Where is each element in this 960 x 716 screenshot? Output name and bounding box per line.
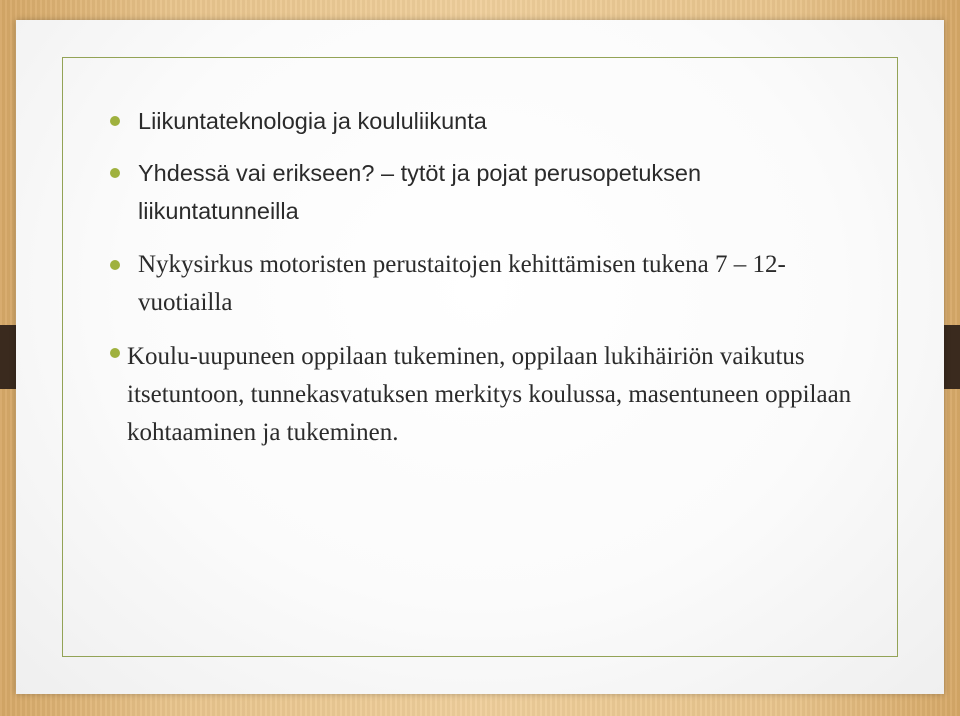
bullet-item-1: Liikuntateknologia ja koululiikunta	[138, 108, 487, 134]
bullet-dot	[110, 116, 120, 126]
slide-panel	[16, 20, 944, 694]
slide-content	[16, 20, 944, 694]
bullet-dot	[110, 348, 120, 358]
bullet-item-2: Yhdessä vai erikseen? – tytöt ja pojat perusopetuksen liikuntatunneilla	[138, 160, 702, 224]
bullet-dot	[110, 260, 120, 270]
bullet-item-4: Koulu-uupuneen oppilaan tukeminen, oppilaan lukihäiriön vaikutus itsetuntoon, tunnekasvatuksen merkitys koulussa, masentuneen oppilaan kohtaaminen ja tukeminen.	[127, 343, 852, 446]
bullet-item-3: Nykysirkus motoristen perustaitojen kehittämisen tukena 7 – 12-vuotiailla	[138, 251, 786, 316]
bullet-dot	[110, 168, 120, 178]
